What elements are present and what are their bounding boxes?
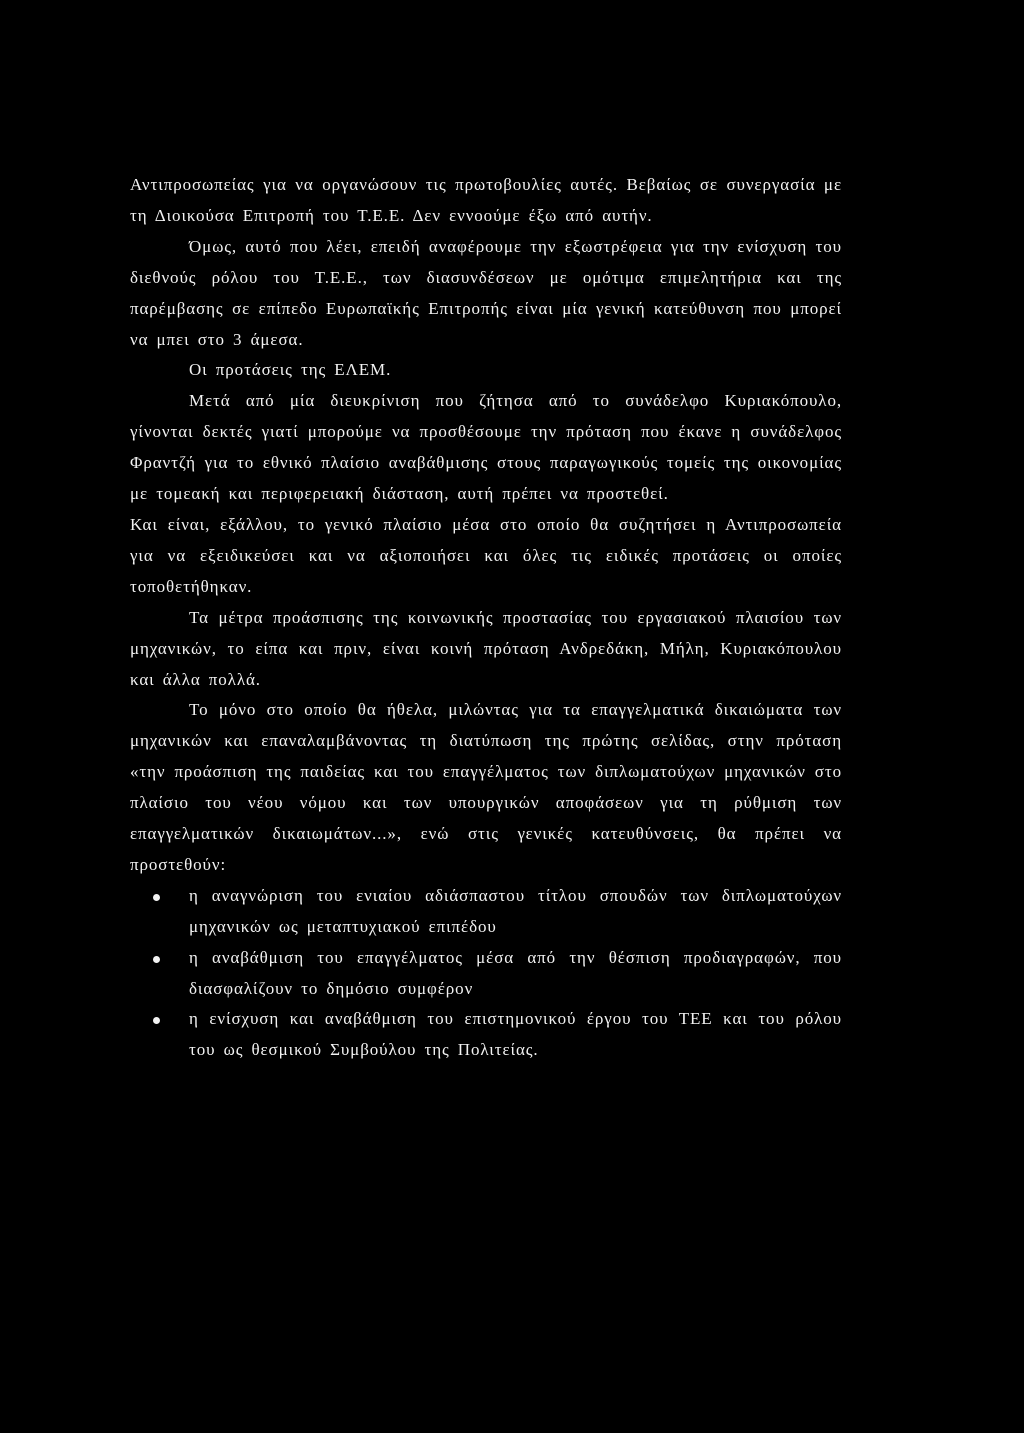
paragraph-7: Το μόνο στο οποίο θα ήθελα, μιλώντας για τα επαγγελματικά δικαιώματα των μηχανικών και επαναλαμβάνοντας τη διατύπωση της πρώτης σελίδας, στην πρόταση «την προάσπιση της παιδείας και του επαγγέλματος των διπλωματούχων μηχανικών στο πλαίσιο του νέου νόμου και των υπουργικών αποφάσεων για τη ρύθμιση των επαγγελματικών δικαιωμάτων...», ενώ στις γενικές κατευθύνσεις, θα πρέπει να προστεθούν: (130, 700, 842, 874)
document-page (130, 170, 842, 1066)
paragraph-1: Αντιπροσωπείας για να οργανώσουν τις πρωτοβουλίες αυτές. Βεβαίως σε συνεργασία με τη Διοικούσα Επιτροπή του Τ.Ε.Ε. Δεν εννοούμε έξω από αυτήν. (130, 175, 842, 225)
paragraph-4: Μετά από μία διευκρίνιση που ζήτησα από το συνάδελφο Κυριακόπουλο, γίνονται δεκτές γιατί μπορούμε να προσθέσουμε την πρόταση που έκανε η συνάδελφος Φραντζή για το εθνικό πλαίσιο αναβάθμισης στους παραγωγικούς τομείς της οικονομίας με τομεακή και περιφερειακή διάσταση, αυτή πρέπει να προστεθεί. (130, 391, 842, 504)
bullet-text-2: η αναβάθμιση του επαγγέλματος μέσα από την θέσπιση προδιαγραφών, που διασφαλίζουν το δημόσιο συμφέρον (189, 947, 842, 998)
paragraph-2: Όμως, αυτό που λέει, επειδή αναφέρουμε την εξωστρέφεια για την ενίσχυση του διεθνούς ρόλου του Τ.Ε.Ε., των διασυνδέσεων με ομότιμα επιμελητήρια και της παρέμβασης σε επίπεδο Ευρωπαϊκής Επιτροπής είναι μία γενική κατεύθυνση που μπορεί να μπει στο 3 άμεσα. (130, 236, 842, 349)
bullet-dot-icon (153, 894, 160, 901)
paragraph-5: Και είναι, εξάλλου, το γενικό πλαίσιο μέσα στο οποίο θα συζητήσει η Αντιπροσωπεία για να εξειδικεύσει και να αξιοποιήσει και όλες τις ειδικές προτάσεις οι οποίες τοποθετήθηκαν. (130, 514, 842, 596)
bullet-item-3 (130, 1004, 842, 1066)
bullet-item-1 (130, 881, 842, 943)
paragraph-3: Οι προτάσεις της ΕΛΕΜ. (189, 360, 392, 380)
bullet-list (130, 881, 842, 1066)
bullet-text-3: η ενίσχυση και αναβάθμιση του επιστημονικού έργου του ΤΕΕ και του ρόλου του ως θεσμικού Συμβούλου της Πολιτείας. (189, 1009, 842, 1060)
bullet-text-1: η αναγνώριση του ενιαίου αδιάσπαστου τίτλου σπουδών των διπλωματούχων μηχανικών ως μεταπτυχιακού επιπέδου (189, 885, 842, 936)
bullet-dot-icon (153, 1017, 160, 1024)
paragraph-6: Τα μέτρα προάσπισης της κοινωνικής προστασίας του εργασιακού πλαισίου των μηχανικών, το είπα και πριν, είναι κοινή πρόταση Ανδρεδάκη, Μήλη, Κυριακόπουλου και άλλα πολλά. (130, 607, 842, 689)
bullet-dot-icon (153, 956, 160, 963)
bullet-item-2 (130, 943, 842, 1005)
